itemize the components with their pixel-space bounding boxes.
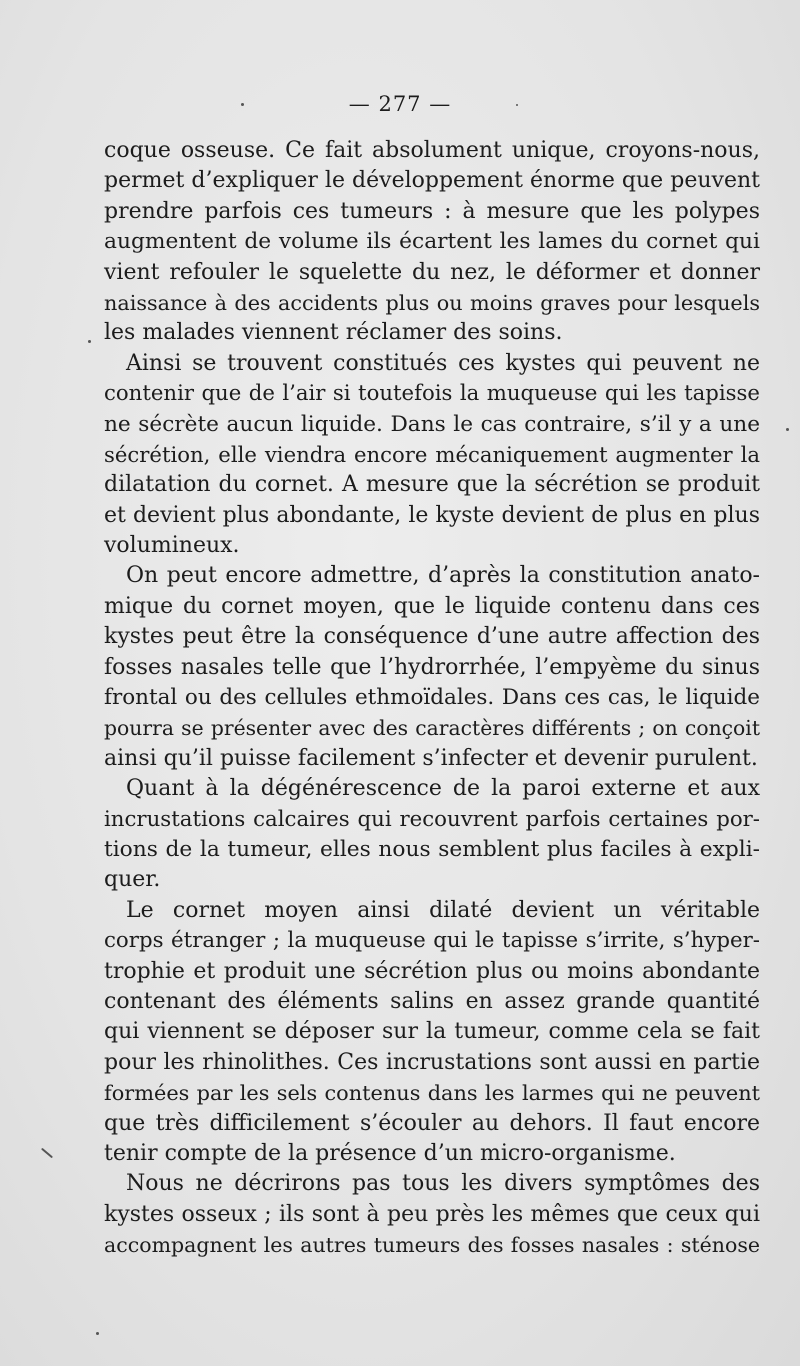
text-line: qui viennent se déposer sur la tumeur, comme cela se fait [104,1019,760,1045]
text-line: quer. [104,867,161,893]
text-line: Ainsi se trouvent constitués ces kystes qui peuvent ne [126,350,760,376]
text-line: mique du cornet moyen, que le liquide contenu dans ces [104,593,760,619]
text-line: volumineux. [104,533,240,559]
text-line: contenir que de l’air si toutefois la muqueuse qui les tapisse [104,381,760,407]
text-line: naissance à des accidents plus ou moins graves pour lesquels [104,290,760,315]
scan-speck [516,104,518,106]
scan-speck [96,1332,99,1335]
text-line: kystes peut être la conséquence d’une autre affection des [104,624,760,650]
text-line: tions de la tumeur, elles nous semblent plus faciles à expli- [104,836,760,862]
text-line: accompagnent les autres tumeurs des fosses nasales : sténose [104,1233,760,1258]
scan-speck [241,103,244,106]
text-line: Quant à la dégénérescence de la paroi externe et aux [126,776,760,802]
text-line: et devient plus abondante, le kyste devient de plus en plus [104,502,760,528]
text-line: ne sécrète aucun liquide. Dans le cas contraire, s’il y a une [104,411,760,437]
scan-speck [88,340,91,343]
body-text [104,136,760,1260]
text-line: dilatation du cornet. A mesure que la sécrétion se produit [104,472,760,498]
text-line: contenant des éléments salins en assez grande quantité [104,988,760,1014]
scan-speck [41,1148,53,1159]
text-line: fosses nasales telle que l’hydrorrhée, l’empyème du sinus [104,654,760,680]
text-line: sécrétion, elle viendra encore mécaniquement augmenter la [104,441,760,467]
text-line: trophie et produit une sécrétion plus ou moins abondante [104,958,760,984]
text-line: vient refouler le squelette du nez, le déformer et donner [104,259,760,285]
text-line: pourra se présenter avec des caractères différents ; on conçoit [104,716,760,741]
text-line: pour les rhinolithes. Ces incrustations sont aussi en partie [104,1049,760,1075]
text-line: kystes osseux ; ils sont à peu près les mêmes que ceux qui [104,1201,760,1227]
text-line: tenir compte de la présence d’un micro-organisme. [104,1140,676,1166]
text-line: ainsi qu’il puisse facilement s’infecter et devenir purulent. [104,745,758,771]
page-number: — 277 — [348,92,452,116]
text-line: Nous ne décrirons pas tous les divers symptômes des [126,1171,760,1197]
text-line: les malades viennent réclamer des soins. [104,320,563,346]
text-line: formées par les sels contenus dans les larmes qui ne peuvent [104,1081,760,1106]
scan-speck [786,428,789,431]
text-line: prendre parfois ces tumeurs : à mesure que les polypes [104,198,760,224]
text-line: permet d’expliquer le développement énorme que peuvent [104,168,760,194]
text-line: corps étranger ; la muqueuse qui le tapisse s’irrite, s’hyper- [104,928,760,954]
text-line: coque osseuse. Ce fait absolument unique, croyons-nous, [104,138,760,163]
text-line: On peut encore admettre, d’après la constitution anato- [126,563,760,589]
text-line: frontal ou des cellules ethmoïdales. Dans ces cas, le liquide [104,685,760,711]
text-line: incrustations calcaires qui recouvrent parfois certaines por- [104,806,760,832]
text-line: que très difficilement s’écouler au dehors. Il faut encore [104,1110,760,1136]
text-line: Le cornet moyen ainsi dilaté devient un véritable [126,897,760,923]
text-line: augmentent de volume ils écartent les lames du cornet qui [104,229,760,255]
